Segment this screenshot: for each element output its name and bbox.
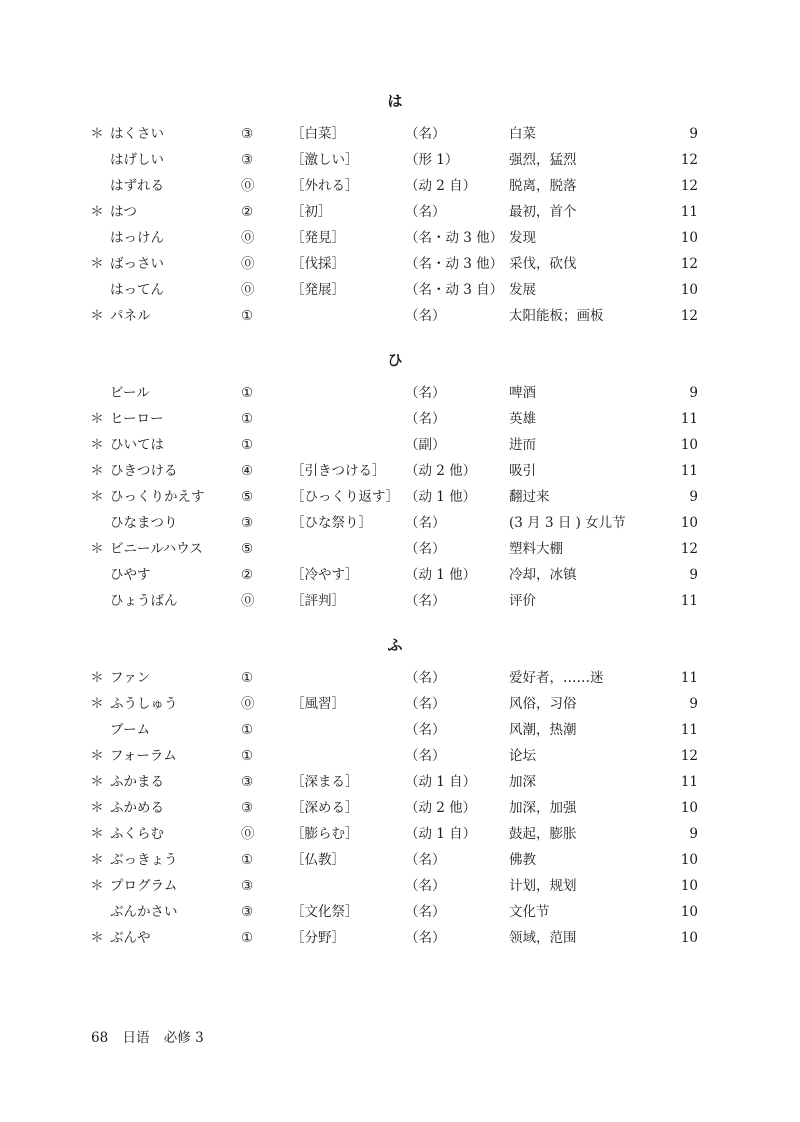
part-of-speech: （名） <box>405 515 446 531</box>
new-word-marker: ＊ <box>90 852 104 868</box>
new-word-marker: ＊ <box>90 670 104 686</box>
part-of-speech: （名） <box>405 696 446 712</box>
word-reading: ひっくりかえす <box>110 489 205 505</box>
word-reading: はげしい <box>110 152 164 168</box>
vocab-entry <box>0 251 800 277</box>
page-number: 68 <box>91 1030 109 1046</box>
word-meaning: 佛教 <box>509 852 536 868</box>
vocab-entry <box>0 406 800 432</box>
lesson-number: 9 <box>689 126 698 142</box>
vocab-entry <box>0 665 800 691</box>
lesson-number: 11 <box>680 670 698 686</box>
accent-mark: ⑤ <box>241 489 254 505</box>
accent-mark: ⓪ <box>241 696 255 712</box>
word-reading: ふかまる <box>110 774 164 790</box>
accent-mark: ③ <box>241 515 254 531</box>
vocab-entry <box>0 199 800 225</box>
lesson-number: 9 <box>689 696 698 712</box>
lesson-number: 12 <box>680 256 698 272</box>
vocab-entry <box>0 743 800 769</box>
part-of-speech: （名） <box>405 541 446 557</box>
part-of-speech: （名） <box>405 204 446 220</box>
word-meaning: 吸引 <box>509 463 536 479</box>
volume-label: 必修 3 <box>163 1030 204 1046</box>
word-meaning: 领域，范围 <box>509 930 577 946</box>
entry-list <box>0 121 800 329</box>
word-meaning: 爱好者，……迷 <box>509 670 604 686</box>
new-word-marker: ＊ <box>90 878 104 894</box>
word-meaning: 翻过来 <box>509 489 550 505</box>
word-meaning: (3 月 3 日 ) 女儿节 <box>509 515 626 531</box>
vocab-entry <box>0 458 800 484</box>
word-reading: ひょうばん <box>110 593 178 609</box>
lesson-number: 11 <box>680 463 698 479</box>
part-of-speech: （名・动 3 自） <box>405 282 504 298</box>
part-of-speech: （动 2 自） <box>405 178 477 194</box>
lesson-number: 10 <box>680 930 698 946</box>
word-meaning: 发展 <box>509 282 536 298</box>
lesson-number: 12 <box>680 541 698 557</box>
word-meaning: 计划，规划 <box>509 878 577 894</box>
part-of-speech: （名） <box>405 385 446 401</box>
word-meaning: 啤酒 <box>509 385 536 401</box>
part-of-speech: （名） <box>405 593 446 609</box>
new-word-marker: ＊ <box>90 800 104 816</box>
word-reading: フォーラム <box>110 748 177 764</box>
new-word-marker: ＊ <box>90 256 104 272</box>
word-reading: プログラム <box>110 878 178 894</box>
accent-mark: ⓪ <box>241 230 255 246</box>
word-reading: ビール <box>110 385 150 401</box>
word-meaning: 强烈，猛烈 <box>509 152 577 168</box>
accent-mark: ⓪ <box>241 282 255 298</box>
accent-mark: ③ <box>241 126 254 142</box>
lesson-number: 10 <box>680 904 698 920</box>
word-meaning: 风潮，热潮 <box>509 722 577 738</box>
word-reading: ビニールハウス <box>110 541 203 557</box>
new-word-marker: ＊ <box>90 489 104 505</box>
word-kanji: ［文化祭］ <box>291 904 359 920</box>
word-kanji: ［深める］ <box>291 800 359 816</box>
word-meaning: 文化节 <box>509 904 550 920</box>
vocab-entry <box>0 121 800 147</box>
word-kanji: ［伐採］ <box>291 256 345 272</box>
lesson-number: 12 <box>680 178 698 194</box>
word-kanji: ［分野］ <box>291 930 345 946</box>
word-meaning: 评价 <box>509 593 536 609</box>
word-kanji: ［外れる］ <box>291 178 359 194</box>
vocab-entry <box>0 147 800 173</box>
word-reading: ひなまつり <box>110 515 178 531</box>
accent-mark: ⓪ <box>241 178 255 194</box>
word-reading: はずれる <box>110 178 164 194</box>
part-of-speech: （名） <box>405 411 446 427</box>
word-kanji: ［風習］ <box>291 696 345 712</box>
new-word-marker: ＊ <box>90 204 104 220</box>
part-of-speech: （动 1 他） <box>405 567 477 583</box>
lesson-number: 10 <box>680 230 698 246</box>
word-kanji: ［白菜］ <box>291 126 345 142</box>
part-of-speech: （名・动 3 他） <box>405 230 504 246</box>
vocab-entry <box>0 795 800 821</box>
vocab-entry <box>0 588 800 614</box>
new-word-marker: ＊ <box>90 826 104 842</box>
new-word-marker: ＊ <box>90 541 104 557</box>
new-word-marker: ＊ <box>90 774 104 790</box>
lesson-number: 11 <box>680 411 698 427</box>
section-heading: ふ <box>387 636 403 654</box>
part-of-speech: （动 2 他） <box>405 463 477 479</box>
accent-mark: ⓪ <box>241 256 255 272</box>
entry-list <box>0 665 800 951</box>
accent-mark: ⑤ <box>241 541 254 557</box>
vocab-entry <box>0 380 800 406</box>
word-meaning: 鼓起，膨胀 <box>509 826 577 842</box>
accent-mark: ④ <box>241 463 254 479</box>
part-of-speech: （名） <box>405 126 446 142</box>
vocab-entry <box>0 873 800 899</box>
page-footer <box>91 1028 214 1048</box>
accent-mark: ⓪ <box>241 593 255 609</box>
lesson-number: 10 <box>680 878 698 894</box>
word-meaning: 最初，首个 <box>509 204 577 220</box>
word-reading: ぶんや <box>110 930 151 946</box>
vocab-entry <box>0 225 800 251</box>
accent-mark: ① <box>241 930 254 946</box>
word-reading: ばっさい <box>110 256 164 272</box>
vocab-entry <box>0 899 800 925</box>
accent-mark: ③ <box>241 774 254 790</box>
word-meaning: 英雄 <box>509 411 536 427</box>
word-kanji: ［深まる］ <box>291 774 359 790</box>
accent-mark: ③ <box>241 152 254 168</box>
accent-mark: ③ <box>241 800 254 816</box>
lesson-number: 10 <box>680 437 698 453</box>
part-of-speech: （形 1） <box>405 152 459 168</box>
section-heading: は <box>387 92 403 110</box>
word-kanji: ［膨らむ］ <box>291 826 359 842</box>
vocab-entry <box>0 717 800 743</box>
vocab-entry <box>0 277 800 303</box>
vocab-entry <box>0 303 800 329</box>
part-of-speech: （动 2 他） <box>405 800 477 816</box>
lesson-number: 10 <box>680 282 698 298</box>
word-meaning: 加深 <box>509 774 536 790</box>
word-kanji: ［ひっくり返す］ <box>291 489 399 505</box>
accent-mark: ① <box>241 670 254 686</box>
part-of-speech: （名） <box>405 852 446 868</box>
word-kanji: ［評判］ <box>291 593 345 609</box>
word-reading: パネル <box>110 308 151 324</box>
accent-mark: ② <box>241 204 254 220</box>
word-meaning: 太阳能板；画板 <box>509 308 604 324</box>
word-meaning: 进而 <box>509 437 536 453</box>
word-reading: はっけん <box>110 230 164 246</box>
vocab-entry <box>0 691 800 717</box>
accent-mark: ⓪ <box>241 826 255 842</box>
word-kanji: ［ひな祭り］ <box>291 515 372 531</box>
accent-mark: ② <box>241 567 254 583</box>
word-reading: ふかめる <box>110 800 164 816</box>
word-reading: ヒーロー <box>110 411 164 427</box>
word-reading: はつ <box>110 204 137 220</box>
word-meaning: 风俗，习俗 <box>509 696 577 712</box>
new-word-marker: ＊ <box>90 437 104 453</box>
new-word-marker: ＊ <box>90 696 104 712</box>
accent-mark: ③ <box>241 904 254 920</box>
lesson-number: 12 <box>680 748 698 764</box>
vocab-entry <box>0 173 800 199</box>
lesson-number: 10 <box>680 800 698 816</box>
new-word-marker: ＊ <box>90 411 104 427</box>
lesson-number: 9 <box>689 826 698 842</box>
part-of-speech: （动 1 自） <box>405 826 477 842</box>
vocab-entry <box>0 432 800 458</box>
word-kanji: ［初］ <box>291 204 332 220</box>
word-reading: ひやす <box>110 567 151 583</box>
new-word-marker: ＊ <box>90 126 104 142</box>
part-of-speech: （动 1 他） <box>405 489 477 505</box>
word-meaning: 脱离，脱落 <box>509 178 577 194</box>
part-of-speech: （名・动 3 他） <box>405 256 504 272</box>
word-kanji: ［冷やす］ <box>291 567 359 583</box>
word-meaning: 论坛 <box>509 748 536 764</box>
accent-mark: ③ <box>241 878 254 894</box>
word-reading: はくさい <box>110 126 164 142</box>
word-kanji: ［激しい］ <box>291 152 359 168</box>
part-of-speech: （名） <box>405 930 446 946</box>
section-heading: ひ <box>387 351 403 369</box>
word-kanji: ［発見］ <box>291 230 345 246</box>
vocab-entry <box>0 484 800 510</box>
accent-mark: ① <box>241 385 254 401</box>
part-of-speech: （名） <box>405 748 446 764</box>
lesson-number: 9 <box>689 385 698 401</box>
book-title: 日语 <box>122 1030 150 1046</box>
word-meaning: 加深，加强 <box>509 800 577 816</box>
lesson-number: 11 <box>680 204 698 220</box>
lesson-number: 9 <box>689 567 698 583</box>
new-word-marker: ＊ <box>90 308 104 324</box>
lesson-number: 11 <box>680 774 698 790</box>
part-of-speech: （名） <box>405 670 446 686</box>
lesson-number: 10 <box>680 515 698 531</box>
part-of-speech: （副） <box>405 437 446 453</box>
vocab-entry <box>0 847 800 873</box>
accent-mark: ① <box>241 437 254 453</box>
part-of-speech: （名） <box>405 722 446 738</box>
word-reading: ブーム <box>110 722 151 738</box>
word-reading: ファン <box>110 670 151 686</box>
part-of-speech: （名） <box>405 308 446 324</box>
vocab-entry <box>0 510 800 536</box>
word-reading: ひいては <box>110 437 164 453</box>
word-kanji: ［発展］ <box>291 282 345 298</box>
new-word-marker: ＊ <box>90 930 104 946</box>
word-kanji: ［仏教］ <box>291 852 345 868</box>
word-reading: ふうしゅう <box>110 696 178 712</box>
lesson-number: 10 <box>680 852 698 868</box>
lesson-number: 9 <box>689 489 698 505</box>
new-word-marker: ＊ <box>90 748 104 764</box>
vocab-entry <box>0 769 800 795</box>
entry-list <box>0 380 800 614</box>
accent-mark: ① <box>241 748 254 764</box>
word-reading: ぶっきょう <box>110 852 178 868</box>
lesson-number: 11 <box>680 722 698 738</box>
vocab-entry <box>0 562 800 588</box>
vocab-entry <box>0 536 800 562</box>
word-meaning: 采伐，砍伐 <box>509 256 577 272</box>
word-reading: ぶんかさい <box>110 904 178 920</box>
word-meaning: 塑料大棚 <box>509 541 563 557</box>
part-of-speech: （名） <box>405 878 446 894</box>
accent-mark: ① <box>241 722 254 738</box>
accent-mark: ① <box>241 308 254 324</box>
accent-mark: ① <box>241 852 254 868</box>
new-word-marker: ＊ <box>90 463 104 479</box>
word-reading: はってん <box>110 282 164 298</box>
part-of-speech: （名） <box>405 904 446 920</box>
word-meaning: 冷却，冰镇 <box>509 567 577 583</box>
lesson-number: 11 <box>680 593 698 609</box>
lesson-number: 12 <box>680 152 698 168</box>
word-reading: ひきつける <box>110 463 178 479</box>
word-meaning: 发现 <box>509 230 536 246</box>
lesson-number: 12 <box>680 308 698 324</box>
word-reading: ふくらむ <box>110 826 164 842</box>
part-of-speech: （动 1 自） <box>405 774 477 790</box>
accent-mark: ① <box>241 411 254 427</box>
vocab-entry <box>0 925 800 951</box>
word-kanji: ［引きつける］ <box>291 463 386 479</box>
vocab-entry <box>0 821 800 847</box>
word-meaning: 白菜 <box>509 126 536 142</box>
